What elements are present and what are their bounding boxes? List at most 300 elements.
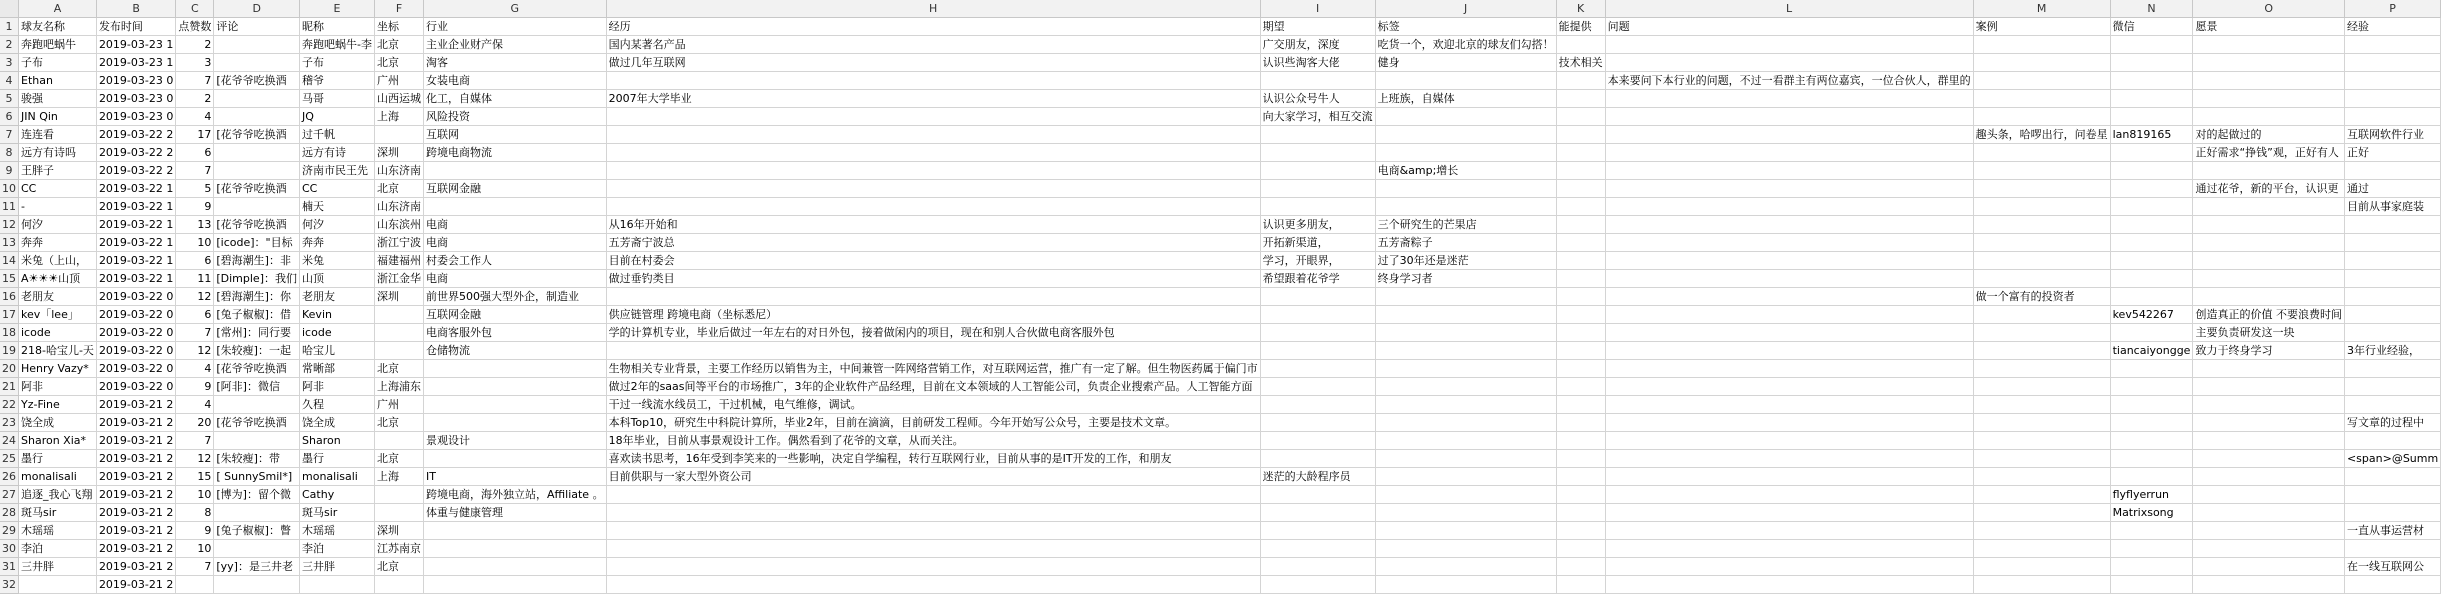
cell-j1[interactable]: 标签	[1375, 18, 1556, 36]
cell-i12[interactable]: 认识更多朋友，	[1260, 216, 1375, 234]
cell-b20[interactable]: 2019-03-22 0	[96, 360, 175, 378]
cell-n15[interactable]	[2110, 270, 2193, 288]
cell-c15[interactable]: 11	[176, 270, 214, 288]
cell-c13[interactable]: 10	[176, 234, 214, 252]
cell-j32[interactable]	[1375, 576, 1556, 594]
cell-a21[interactable]: 阿非	[19, 378, 97, 396]
cell-c11[interactable]: 9	[176, 198, 214, 216]
column-header-p[interactable]: P	[2344, 0, 2440, 18]
cell-p18[interactable]	[2344, 324, 2440, 342]
cell-l18[interactable]	[1605, 324, 1973, 342]
cell-b29[interactable]: 2019-03-21 2	[96, 522, 175, 540]
cell-o17[interactable]: 创造真正的价值 不要浪费时间	[2193, 306, 2345, 324]
cell-o23[interactable]	[2193, 414, 2345, 432]
cell-a29[interactable]: 木瑶瑶	[19, 522, 97, 540]
cell-c14[interactable]: 6	[176, 252, 214, 270]
cell-m30[interactable]	[1973, 540, 2110, 558]
cell-b21[interactable]: 2019-03-22 0	[96, 378, 175, 396]
cell-l1[interactable]: 问题	[1605, 18, 1973, 36]
cell-k8[interactable]	[1556, 144, 1605, 162]
cell-j28[interactable]	[1375, 504, 1556, 522]
cell-n23[interactable]	[2110, 414, 2193, 432]
cell-n31[interactable]	[2110, 558, 2193, 576]
cell-i4[interactable]	[1260, 72, 1375, 90]
cell-l14[interactable]	[1605, 252, 1973, 270]
cell-k12[interactable]	[1556, 216, 1605, 234]
cell-b8[interactable]: 2019-03-22 2	[96, 144, 175, 162]
cell-g20[interactable]	[423, 360, 606, 378]
cell-g14[interactable]: 村委会工作人	[423, 252, 606, 270]
cell-j7[interactable]	[1375, 126, 1556, 144]
cell-f6[interactable]: 上海	[374, 108, 423, 126]
cell-l31[interactable]	[1605, 558, 1973, 576]
cell-a2[interactable]: 奔跑吧蜗牛	[19, 36, 97, 54]
cell-e22[interactable]: 久程	[300, 396, 375, 414]
cell-n21[interactable]	[2110, 378, 2193, 396]
cell-b24[interactable]: 2019-03-21 2	[96, 432, 175, 450]
cell-m27[interactable]	[1973, 486, 2110, 504]
cell-e28[interactable]: 斑马sir	[300, 504, 375, 522]
cell-a14[interactable]: 米兔（上山，	[19, 252, 97, 270]
row-header[interactable]: 15	[0, 270, 19, 288]
row-header[interactable]: 23	[0, 414, 19, 432]
cell-n20[interactable]	[2110, 360, 2193, 378]
cell-l3[interactable]	[1605, 54, 1973, 72]
cell-n5[interactable]	[2110, 90, 2193, 108]
cell-k28[interactable]	[1556, 504, 1605, 522]
cell-f10[interactable]: 北京	[374, 180, 423, 198]
cell-m1[interactable]: 案例	[1973, 18, 2110, 36]
cell-n9[interactable]	[2110, 162, 2193, 180]
cell-n19[interactable]: tiancaiyongge	[2110, 342, 2193, 360]
cell-c22[interactable]: 4	[176, 396, 214, 414]
cell-k3[interactable]: 技术相关	[1556, 54, 1605, 72]
cell-m11[interactable]	[1973, 198, 2110, 216]
cell-k16[interactable]	[1556, 288, 1605, 306]
cell-l13[interactable]	[1605, 234, 1973, 252]
cell-p25[interactable]: <span>@Summ	[2344, 450, 2440, 468]
cell-b28[interactable]: 2019-03-21 2	[96, 504, 175, 522]
cell-i6[interactable]: 向大家学习，相互交流	[1260, 108, 1375, 126]
cell-e7[interactable]: 过千帆	[300, 126, 375, 144]
cell-l15[interactable]	[1605, 270, 1973, 288]
cell-f18[interactable]	[374, 324, 423, 342]
cell-g12[interactable]: 电商	[423, 216, 606, 234]
cell-j22[interactable]	[1375, 396, 1556, 414]
cell-h29[interactable]	[606, 522, 1260, 540]
cell-c9[interactable]: 7	[176, 162, 214, 180]
cell-h6[interactable]	[606, 108, 1260, 126]
cell-g13[interactable]: 电商	[423, 234, 606, 252]
cell-o1[interactable]: 愿景	[2193, 18, 2345, 36]
cell-c20[interactable]: 4	[176, 360, 214, 378]
cell-h24[interactable]: 18年毕业，目前从事景观设计工作。偶然看到了花爷的文章，从而关注。	[606, 432, 1260, 450]
cell-k22[interactable]	[1556, 396, 1605, 414]
cell-d8[interactable]	[214, 144, 300, 162]
cell-l11[interactable]	[1605, 198, 1973, 216]
cell-c10[interactable]: 5	[176, 180, 214, 198]
row-header[interactable]: 16	[0, 288, 19, 306]
cell-g18[interactable]: 电商客服外包	[423, 324, 606, 342]
cell-f13[interactable]: 浙江宁波	[374, 234, 423, 252]
cell-p4[interactable]	[2344, 72, 2440, 90]
cell-f5[interactable]: 山西运城	[374, 90, 423, 108]
cell-n14[interactable]	[2110, 252, 2193, 270]
row-header[interactable]: 26	[0, 468, 19, 486]
cell-c18[interactable]: 7	[176, 324, 214, 342]
cell-j18[interactable]	[1375, 324, 1556, 342]
column-header-k[interactable]: K	[1556, 0, 1605, 18]
cell-i29[interactable]	[1260, 522, 1375, 540]
cell-l7[interactable]	[1605, 126, 1973, 144]
cell-m13[interactable]	[1973, 234, 2110, 252]
row-header[interactable]: 7	[0, 126, 19, 144]
cell-g28[interactable]: 体重与健康管理	[423, 504, 606, 522]
row-header[interactable]: 30	[0, 540, 19, 558]
cell-c25[interactable]: 12	[176, 450, 214, 468]
cell-i20[interactable]	[1260, 360, 1375, 378]
cell-i17[interactable]	[1260, 306, 1375, 324]
column-header-m[interactable]: M	[1973, 0, 2110, 18]
cell-g11[interactable]	[423, 198, 606, 216]
row-header[interactable]: 27	[0, 486, 19, 504]
cell-d22[interactable]	[214, 396, 300, 414]
cell-l23[interactable]	[1605, 414, 1973, 432]
cell-f12[interactable]: 山东滨州	[374, 216, 423, 234]
cell-p16[interactable]	[2344, 288, 2440, 306]
cell-j11[interactable]	[1375, 198, 1556, 216]
cell-c2[interactable]: 2	[176, 36, 214, 54]
row-header[interactable]: 9	[0, 162, 19, 180]
cell-i23[interactable]	[1260, 414, 1375, 432]
cell-p27[interactable]	[2344, 486, 2440, 504]
cell-i14[interactable]: 学习，开眼界，	[1260, 252, 1375, 270]
cell-e16[interactable]: 老朋友	[300, 288, 375, 306]
cell-k9[interactable]	[1556, 162, 1605, 180]
cell-f22[interactable]: 广州	[374, 396, 423, 414]
cell-d21[interactable]: [阿非]：微信	[214, 378, 300, 396]
cell-o24[interactable]	[2193, 432, 2345, 450]
cell-m32[interactable]	[1973, 576, 2110, 594]
cell-d17[interactable]: [兔子椒椒]：借	[214, 306, 300, 324]
cell-n27[interactable]: flyflyerrun	[2110, 486, 2193, 504]
cell-c23[interactable]: 20	[176, 414, 214, 432]
cell-k30[interactable]	[1556, 540, 1605, 558]
cell-i28[interactable]	[1260, 504, 1375, 522]
cell-i11[interactable]	[1260, 198, 1375, 216]
cell-p26[interactable]	[2344, 468, 2440, 486]
cell-l26[interactable]	[1605, 468, 1973, 486]
cell-p6[interactable]	[2344, 108, 2440, 126]
cell-b3[interactable]: 2019-03-23 1	[96, 54, 175, 72]
row-header[interactable]: 10	[0, 180, 19, 198]
column-header-f[interactable]: F	[374, 0, 423, 18]
cell-a19[interactable]: 218-哈宝儿-天	[19, 342, 97, 360]
cell-n25[interactable]	[2110, 450, 2193, 468]
cell-f20[interactable]: 北京	[374, 360, 423, 378]
cell-f14[interactable]: 福建福州	[374, 252, 423, 270]
cell-l5[interactable]	[1605, 90, 1973, 108]
cell-f1[interactable]: 坐标	[374, 18, 423, 36]
cell-i25[interactable]	[1260, 450, 1375, 468]
cell-a4[interactable]: Ethan	[19, 72, 97, 90]
cell-d25[interactable]: [朱较瘦]：带	[214, 450, 300, 468]
cell-e5[interactable]: 马哥	[300, 90, 375, 108]
cell-d31[interactable]: [yy]：是三井老	[214, 558, 300, 576]
cell-o12[interactable]	[2193, 216, 2345, 234]
cell-b7[interactable]: 2019-03-22 2	[96, 126, 175, 144]
row-header[interactable]: 12	[0, 216, 19, 234]
cell-j29[interactable]	[1375, 522, 1556, 540]
cell-l29[interactable]	[1605, 522, 1973, 540]
cell-h20[interactable]: 生物相关专业背景，主要工作经历以销售为主，中间兼管一阵网络营销工作，对互联网运营，推广有一定了解。但生物医药属于偏门市	[606, 360, 1260, 378]
cell-e30[interactable]: 李泊	[300, 540, 375, 558]
cell-f19[interactable]	[374, 342, 423, 360]
cell-h28[interactable]	[606, 504, 1260, 522]
cell-h23[interactable]: 本科Top10，研究生中科院计算所，毕业2年，目前在滴滴，目前研发工程师。今年开始写公众号，主要是技术文章。	[606, 414, 1260, 432]
cell-d15[interactable]: [Dimple]：我们	[214, 270, 300, 288]
cell-p9[interactable]	[2344, 162, 2440, 180]
cell-f2[interactable]: 北京	[374, 36, 423, 54]
cell-g29[interactable]	[423, 522, 606, 540]
row-header[interactable]: 22	[0, 396, 19, 414]
column-header-d[interactable]: D	[214, 0, 300, 18]
cell-f32[interactable]	[374, 576, 423, 594]
row-header[interactable]: 5	[0, 90, 19, 108]
cell-j21[interactable]	[1375, 378, 1556, 396]
cell-b5[interactable]: 2019-03-23 0	[96, 90, 175, 108]
cell-l21[interactable]	[1605, 378, 1973, 396]
cell-e8[interactable]: 远方有诗	[300, 144, 375, 162]
cell-h19[interactable]	[606, 342, 1260, 360]
cell-p12[interactable]	[2344, 216, 2440, 234]
cell-m23[interactable]	[1973, 414, 2110, 432]
cell-j10[interactable]	[1375, 180, 1556, 198]
cell-k21[interactable]	[1556, 378, 1605, 396]
cell-n11[interactable]	[2110, 198, 2193, 216]
cell-g22[interactable]	[423, 396, 606, 414]
cell-m20[interactable]	[1973, 360, 2110, 378]
cell-a9[interactable]: 王胖子	[19, 162, 97, 180]
cell-a17[interactable]: kev「lee」	[19, 306, 97, 324]
cell-k25[interactable]	[1556, 450, 1605, 468]
cell-p30[interactable]	[2344, 540, 2440, 558]
cell-n24[interactable]	[2110, 432, 2193, 450]
cell-f29[interactable]: 深圳	[374, 522, 423, 540]
cell-b25[interactable]: 2019-03-21 2	[96, 450, 175, 468]
cell-o13[interactable]	[2193, 234, 2345, 252]
cell-m2[interactable]	[1973, 36, 2110, 54]
cell-l12[interactable]	[1605, 216, 1973, 234]
cell-k31[interactable]	[1556, 558, 1605, 576]
row-header[interactable]: 29	[0, 522, 19, 540]
cell-o32[interactable]	[2193, 576, 2345, 594]
cell-k23[interactable]	[1556, 414, 1605, 432]
cell-f4[interactable]: 广州	[374, 72, 423, 90]
cell-a1[interactable]: 球友名称	[19, 18, 97, 36]
cell-h15[interactable]: 做过垂钓类目	[606, 270, 1260, 288]
cell-m9[interactable]	[1973, 162, 2110, 180]
cell-h7[interactable]	[606, 126, 1260, 144]
cell-a31[interactable]: 三井胖	[19, 558, 97, 576]
cell-e21[interactable]: 阿非	[300, 378, 375, 396]
cell-c1[interactable]: 点赞数	[176, 18, 214, 36]
cell-m3[interactable]	[1973, 54, 2110, 72]
cell-j8[interactable]	[1375, 144, 1556, 162]
cell-a22[interactable]: Yz-Fine	[19, 396, 97, 414]
cell-p32[interactable]	[2344, 576, 2440, 594]
row-header[interactable]: 21	[0, 378, 19, 396]
cell-e20[interactable]: 常晰部	[300, 360, 375, 378]
cell-a18[interactable]: icode	[19, 324, 97, 342]
cell-d16[interactable]: [碧海潮生]：你	[214, 288, 300, 306]
cell-m22[interactable]	[1973, 396, 2110, 414]
cell-j9[interactable]: 电商&amp;增长	[1375, 162, 1556, 180]
cell-i15[interactable]: 希望跟着花爷学	[1260, 270, 1375, 288]
cell-p14[interactable]	[2344, 252, 2440, 270]
cell-e17[interactable]: Kevin	[300, 306, 375, 324]
cell-m28[interactable]	[1973, 504, 2110, 522]
cell-n32[interactable]	[2110, 576, 2193, 594]
cell-i8[interactable]	[1260, 144, 1375, 162]
cell-k26[interactable]	[1556, 468, 1605, 486]
cell-e10[interactable]: CC	[300, 180, 375, 198]
cell-i3[interactable]: 认识些淘客大佬	[1260, 54, 1375, 72]
cell-b26[interactable]: 2019-03-21 2	[96, 468, 175, 486]
cell-d29[interactable]: [兔子椒椒]：瞥	[214, 522, 300, 540]
cell-b31[interactable]: 2019-03-21 2	[96, 558, 175, 576]
row-header[interactable]: 28	[0, 504, 19, 522]
cell-g6[interactable]: 风险投资	[423, 108, 606, 126]
cell-m17[interactable]	[1973, 306, 2110, 324]
cell-a20[interactable]: Henry Vazy*	[19, 360, 97, 378]
cell-l9[interactable]	[1605, 162, 1973, 180]
cell-i1[interactable]: 期望	[1260, 18, 1375, 36]
cell-m31[interactable]	[1973, 558, 2110, 576]
cell-l4[interactable]: 本来要问下本行业的问题，不过一看群主有两位嘉宾，一位合伙人，群里的	[1605, 72, 1973, 90]
cell-j14[interactable]: 过了30年还是迷茫	[1375, 252, 1556, 270]
cell-p21[interactable]	[2344, 378, 2440, 396]
cell-g26[interactable]: IT	[423, 468, 606, 486]
cell-a32[interactable]	[19, 576, 97, 594]
cell-g9[interactable]	[423, 162, 606, 180]
cell-m18[interactable]	[1973, 324, 2110, 342]
cell-l32[interactable]	[1605, 576, 1973, 594]
cell-g4[interactable]: 女装电商	[423, 72, 606, 90]
cell-d20[interactable]: [花爷爷吃换酒	[214, 360, 300, 378]
cell-m10[interactable]	[1973, 180, 2110, 198]
cell-n16[interactable]	[2110, 288, 2193, 306]
cell-i27[interactable]	[1260, 486, 1375, 504]
cell-k1[interactable]: 能提供	[1556, 18, 1605, 36]
row-header[interactable]: 3	[0, 54, 19, 72]
cell-b18[interactable]: 2019-03-22 0	[96, 324, 175, 342]
cell-i9[interactable]	[1260, 162, 1375, 180]
cell-d7[interactable]: [花爷爷吃换酒	[214, 126, 300, 144]
cell-i16[interactable]	[1260, 288, 1375, 306]
cell-d10[interactable]: [花爷爷吃换酒	[214, 180, 300, 198]
cell-c24[interactable]: 7	[176, 432, 214, 450]
cell-f8[interactable]: 深圳	[374, 144, 423, 162]
cell-e31[interactable]: 三井胖	[300, 558, 375, 576]
column-header-b[interactable]: B	[96, 0, 175, 18]
cell-e4[interactable]: 稽爷	[300, 72, 375, 90]
cell-e27[interactable]: Cathy	[300, 486, 375, 504]
cell-e15[interactable]: 山顶	[300, 270, 375, 288]
cell-h9[interactable]	[606, 162, 1260, 180]
cell-h13[interactable]: 五芳斋宁波总	[606, 234, 1260, 252]
cell-f24[interactable]	[374, 432, 423, 450]
column-header-h[interactable]: H	[606, 0, 1260, 18]
cell-c4[interactable]: 7	[176, 72, 214, 90]
cell-h16[interactable]	[606, 288, 1260, 306]
cell-d14[interactable]: [碧海潮生]：非	[214, 252, 300, 270]
cell-e1[interactable]: 昵称	[300, 18, 375, 36]
cell-a7[interactable]: 连连看	[19, 126, 97, 144]
cell-d6[interactable]	[214, 108, 300, 126]
cell-g23[interactable]	[423, 414, 606, 432]
cell-j3[interactable]: 健身	[1375, 54, 1556, 72]
cell-a10[interactable]: CC	[19, 180, 97, 198]
cell-o29[interactable]	[2193, 522, 2345, 540]
cell-g3[interactable]: 淘客	[423, 54, 606, 72]
cell-b13[interactable]: 2019-03-22 1	[96, 234, 175, 252]
cell-i21[interactable]	[1260, 378, 1375, 396]
cell-l17[interactable]	[1605, 306, 1973, 324]
cell-l20[interactable]	[1605, 360, 1973, 378]
cell-o9[interactable]	[2193, 162, 2345, 180]
cell-c3[interactable]: 3	[176, 54, 214, 72]
cell-d30[interactable]	[214, 540, 300, 558]
cell-l28[interactable]	[1605, 504, 1973, 522]
cell-a30[interactable]: 李泊	[19, 540, 97, 558]
cell-d12[interactable]: [花爷爷吃换酒	[214, 216, 300, 234]
cell-e14[interactable]: 米兔	[300, 252, 375, 270]
cell-b6[interactable]: 2019-03-23 0	[96, 108, 175, 126]
cell-j19[interactable]	[1375, 342, 1556, 360]
cell-l16[interactable]	[1605, 288, 1973, 306]
cell-f9[interactable]: 山东济南	[374, 162, 423, 180]
cell-j25[interactable]	[1375, 450, 1556, 468]
cell-d9[interactable]	[214, 162, 300, 180]
cell-e23[interactable]: 饶全成	[300, 414, 375, 432]
cell-i13[interactable]: 开拓新渠道，	[1260, 234, 1375, 252]
cell-k2[interactable]	[1556, 36, 1605, 54]
cell-i30[interactable]	[1260, 540, 1375, 558]
cell-p19[interactable]: 3年行业经验，	[2344, 342, 2440, 360]
cell-e9[interactable]: 济南市民王先	[300, 162, 375, 180]
cell-d23[interactable]: [花爷爷吃换酒	[214, 414, 300, 432]
cell-b14[interactable]: 2019-03-22 1	[96, 252, 175, 270]
cell-n7[interactable]: lan819165	[2110, 126, 2193, 144]
cell-c19[interactable]: 12	[176, 342, 214, 360]
cell-m26[interactable]	[1973, 468, 2110, 486]
cell-o25[interactable]	[2193, 450, 2345, 468]
cell-p31[interactable]: 在一线互联网公	[2344, 558, 2440, 576]
cell-k15[interactable]	[1556, 270, 1605, 288]
cell-h5[interactable]: 2007年大学毕业	[606, 90, 1260, 108]
cell-a12[interactable]: 何汐	[19, 216, 97, 234]
cell-g5[interactable]: 化工，自媒体	[423, 90, 606, 108]
cell-g24[interactable]: 景观设计	[423, 432, 606, 450]
column-header-o[interactable]: O	[2193, 0, 2345, 18]
cell-n12[interactable]	[2110, 216, 2193, 234]
cell-h18[interactable]: 学的计算机专业，毕业后做过一年左右的对日外包，接着做闲内的项目，现在和别人合伙做电商客服外包	[606, 324, 1260, 342]
cell-f23[interactable]: 北京	[374, 414, 423, 432]
cell-h26[interactable]: 目前供职与一家大型外资公司	[606, 468, 1260, 486]
cell-f16[interactable]: 深圳	[374, 288, 423, 306]
cell-o15[interactable]	[2193, 270, 2345, 288]
